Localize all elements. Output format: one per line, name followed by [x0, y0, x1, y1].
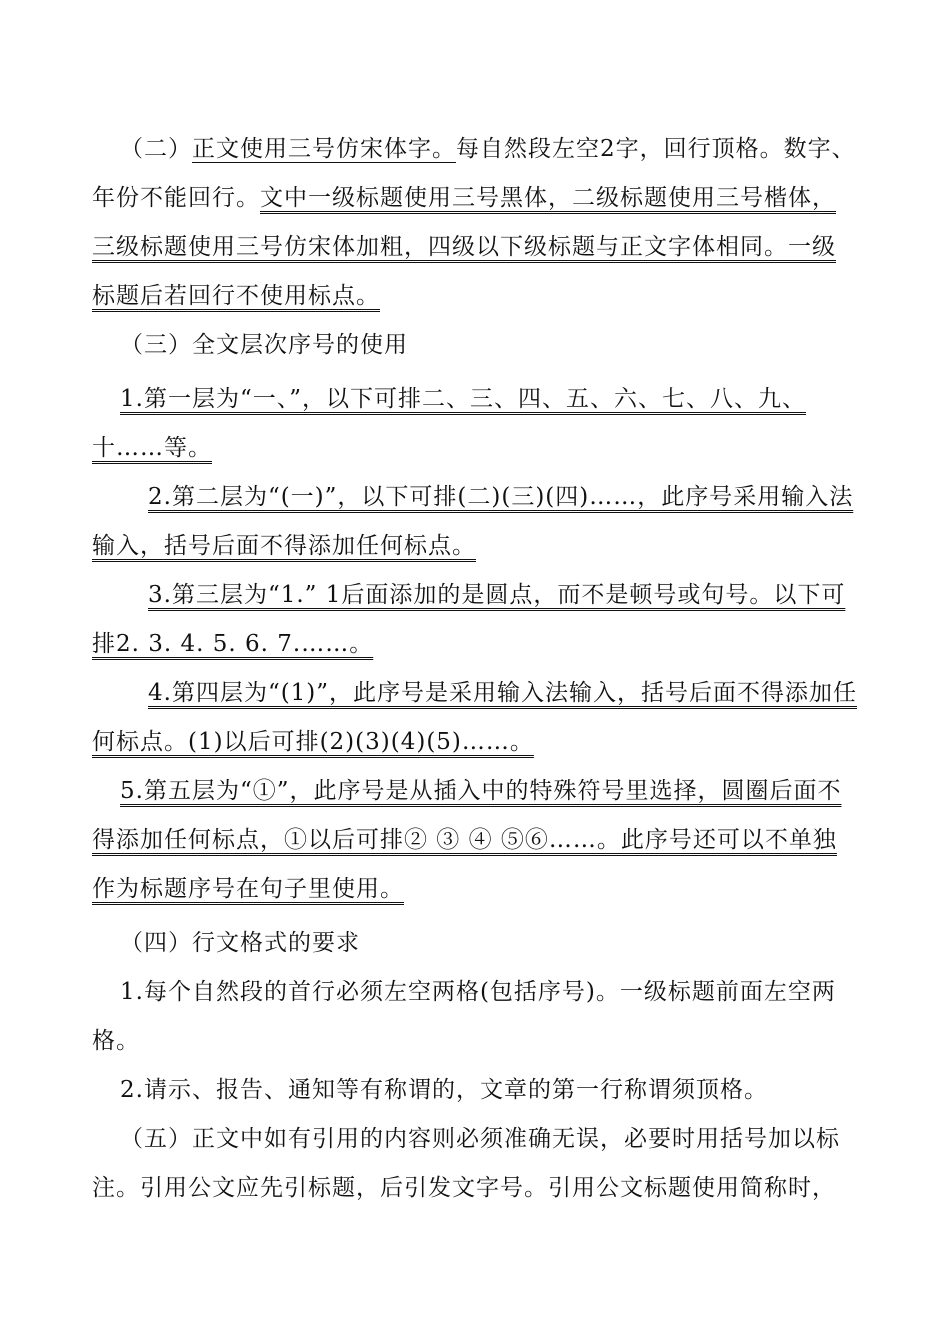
- section-2-block: [92, 125, 858, 370]
- section-2-paragraph: [92, 125, 858, 321]
- level-3-rule: 3.第三层为“1.” 1后面添加的是圆点，而不是顿号或句号。以下可排2. 3. 4. 5. 6. 7.……。: [92, 582, 846, 657]
- heading-font-rule: 文中一级标题使用三号黑体，二级标题使用三号楷体，三级标题使用三号仿宋体加粗，四级以下级标题与正文字体相同。一级标题后若回行不使用标点。: [92, 185, 836, 309]
- section-3-heading: （三）全文层次序号的使用: [120, 332, 408, 358]
- section-2-number: （二）: [120, 136, 192, 162]
- section-3-items: [92, 375, 858, 914]
- level-2-rule: 2.第二层为“(一)”，以下可排(二)(三)(四)……，此序号采用输入法输入，括号后面不得添加任何标点。: [92, 484, 854, 559]
- section-4-heading: （四）行文格式的要求: [120, 930, 360, 956]
- level-5-rule: 5.第五层为“①”，此序号是从插入中的特殊符号里选择，圆圈后面不得添加任何标点，①以后可排② ③ ④ ⑤⑥……。此序号还可以不单独作为标题序号在句子里使用。: [92, 778, 842, 902]
- level-1-rule: 1.第一层为“一、”，以下可排二、三、四、五、六、七、八、九、十……等。: [92, 386, 806, 461]
- section-5-paragraph: （五）正文中如有引用的内容则必须准确无误，必要时用括号加以标注。引用公文应先引标题，后引发文字号。引用公文标题使用简称时，: [92, 1126, 840, 1201]
- body-font-rule: 正文使用三号仿宋体字。: [192, 136, 456, 162]
- section-4-5-block: [92, 919, 858, 1213]
- format-rule-1: 1.每个自然段的首行必须左空两格(包括序号)。一级标题前面左空两格。: [92, 979, 836, 1054]
- indent-rule: 每自然段左空2字，回行顶格。数字、年份不能回行。: [92, 136, 856, 211]
- level-4-rule: 4.第四层为“(1)”，此序号是采用输入法输入，括号后面不得添加任何标点。(1)以后可排(2)(3)(4)(5)……。: [92, 680, 858, 755]
- format-rule-2: 2.请示、报告、通知等有称谓的，文章的第一行称谓须顶格。: [120, 1077, 768, 1103]
